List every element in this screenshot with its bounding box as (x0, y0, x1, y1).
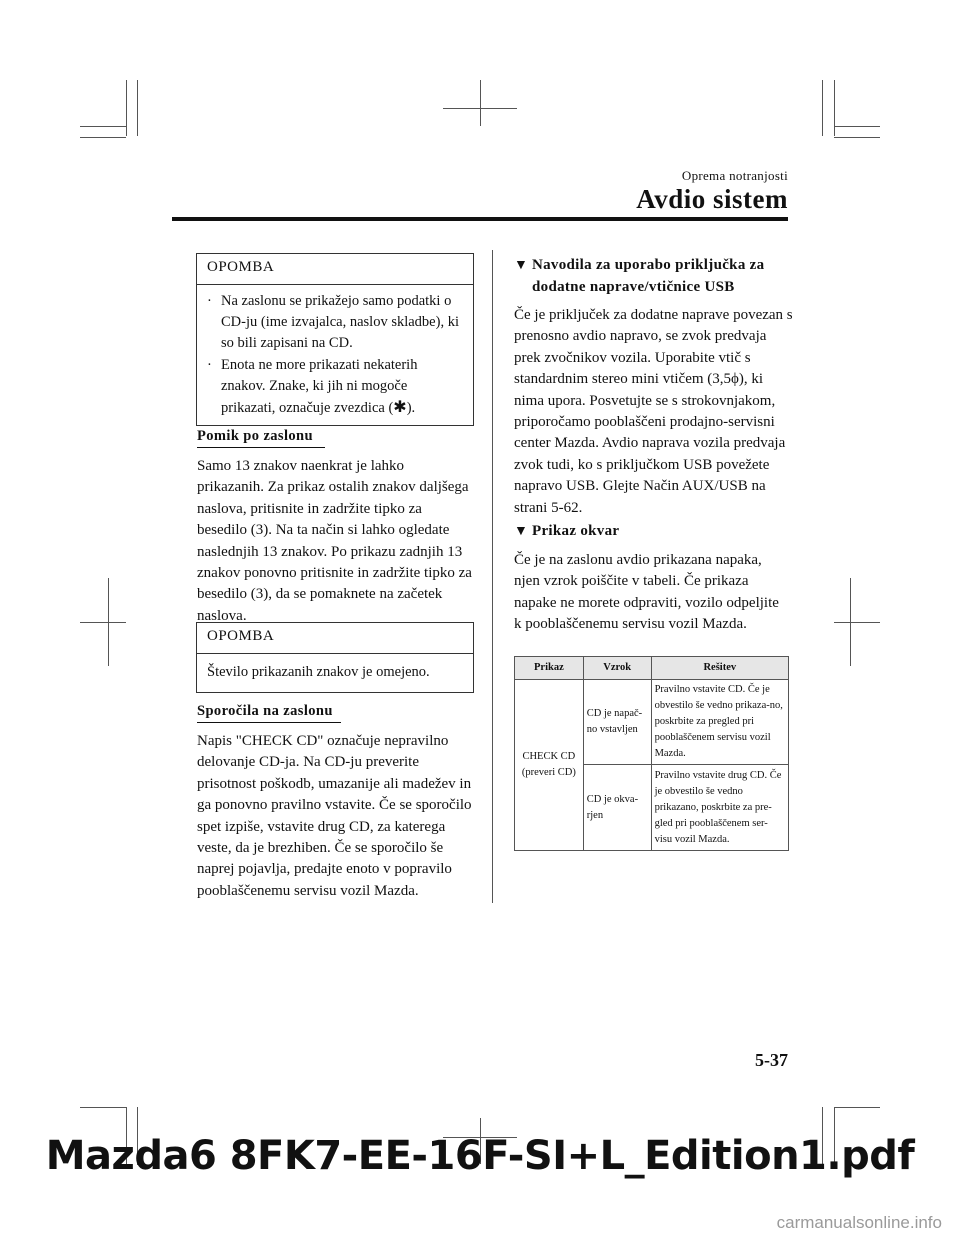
errors-heading-text: Prikaz okvar (532, 523, 620, 539)
section-heading-scroll: Pomik po zaslonu (197, 428, 313, 444)
section-heading-messages: Sporočila na zaslonu (197, 703, 333, 719)
note-body (197, 285, 473, 425)
note-text: Število prikazanih znakov je omejeno. (207, 664, 430, 680)
page-number: 5-37 (755, 1050, 788, 1070)
usb-heading-text: Navodila za uporabo priključka za dodatne naprave/vtičnice USB (532, 257, 765, 295)
crop-mark (126, 80, 127, 136)
note-item-text (221, 355, 463, 420)
note-item (207, 291, 463, 355)
crop-mark (834, 622, 880, 623)
table-header-cell: Vzrok (583, 657, 651, 680)
triangle-marker-icon: ▼ (514, 524, 529, 539)
table-cell-cause: CD je okva-rjen (583, 765, 651, 851)
usb-heading (514, 255, 790, 298)
heading-underline (197, 722, 341, 723)
errors-paragraph: Če je na zaslonu avdio prikazana napaka, njen vzrok poiščite v tabeli. Če prikaza napake ne morete odpraviti, vozilo odpeljite k pooblaščenemu servisu vozil Mazda. (514, 552, 779, 633)
note-body (197, 654, 473, 692)
crop-mark (834, 137, 880, 138)
usb-paragraph: Če je priključek za dodatne naprave povezan s prenosno avdio napravo, se zvok predvaja prek zvočnikov vozila. Uporabite vtič s standardnim stereo mini vtičem (3,5ϕ), ki nima upora. Posvetujte se s strokovnjakom, priporočamo pooblaščeni prodajno-servisni center Mazda. Avdio naprava vozila predvaja zvok tudi, ko s priključkom USB povežete napravo USB. Glejte Način AUX/USB na strani 5-62. (514, 307, 793, 516)
crop-mark (834, 80, 835, 136)
bullet: · (207, 293, 212, 309)
table-cell-solution: Pravilno vstavite CD. Če je obvestilo še vedno prikaza-no, poskrbite za pregled pri pooblaščenem servisu vozil Mazda. (651, 680, 788, 765)
bullet: · (207, 356, 212, 373)
crop-mark (834, 126, 880, 127)
crop-mark (80, 1107, 126, 1108)
table-header-row (515, 657, 789, 680)
watermark: carmanualsonline.info (776, 1213, 942, 1232)
note-item-text-tail: ). (406, 400, 416, 417)
footer-filename: Mazda6 8FK7-EE-16F-SI+L_Edition1.pdf (45, 1133, 915, 1179)
crop-mark (834, 1107, 880, 1108)
note-title: OPOMBA (197, 254, 473, 285)
crop-mark (822, 80, 823, 136)
crop-mark (137, 80, 138, 136)
table-cell-solution: Pravilno vstavite drug CD. Če je obvestilo še vedno prikazano, poskrbite za pre-gled pri pooblaščenem ser-visu vozil Mazda. (651, 765, 788, 851)
crop-mark (480, 80, 481, 126)
note-item-text-main: Enota ne more prikazati nekaterih znakov. Znake, ki jih ni mogoče prikazati, označuje zvezdica ( (221, 356, 418, 417)
section-label: Oprema notranjosti (681, 168, 788, 183)
note-box-1 (196, 253, 474, 426)
table-header-cell: Prikaz (515, 657, 584, 680)
note-title: OPOMBA (197, 623, 473, 654)
triangle-marker-icon: ▼ (514, 258, 529, 273)
table-header-cell: Rešitev (651, 657, 788, 680)
crop-mark (443, 108, 517, 109)
page-title: Avdio sistem (636, 184, 788, 214)
error-table (514, 656, 789, 851)
header-rule (172, 217, 788, 221)
note-box-2 (196, 622, 474, 693)
note-item-text: Na zaslonu se prikažejo samo podatki o CD-ju (ime izvajalca, naslov skladbe), ki so bili zapisani na CD. (221, 293, 459, 352)
messages-paragraph: Napis "CHECK CD" označuje nepravilno delovanje CD-ja. Na CD-ju preverite prisotnost poškodb, umazanije ali madežev in ga ponovno pravilno vstavite. Če se sporočilo spet izpiše, vstavite drug CD, za katerega veste, da je brezhiben. Če se sporočilo še naprej pojavlja, predajte enoto v popravilo pooblaščenemu servisu vozil Mazda. (197, 733, 472, 899)
heading-underline (197, 447, 325, 448)
note-item (207, 355, 463, 420)
asterisk-icon: ✱ (393, 399, 407, 417)
errors-heading (514, 521, 790, 543)
column-divider (492, 250, 493, 903)
crop-mark (80, 622, 126, 623)
table-cell-cause: CD je napač-no vstavljen (583, 680, 651, 765)
scroll-paragraph: Samo 13 znakov naenkrat je lahko prikazanih. Za prikaz ostalih znakov daljšega naslova, pritisnite in zadržite tipko za besedilo (3). Na ta način si lahko ogledate naslednjih 13 znakov. Po prikazu zadnjih 13 znakov ponovno pritisnite in zadržite tipko za besedilo (3), da se pomaknete na začetek naslova. (197, 458, 472, 624)
crop-mark (80, 137, 126, 138)
table-row (515, 680, 789, 765)
table-cell-display: CHECK CD (preveri CD) (515, 680, 584, 851)
crop-mark (80, 126, 126, 127)
